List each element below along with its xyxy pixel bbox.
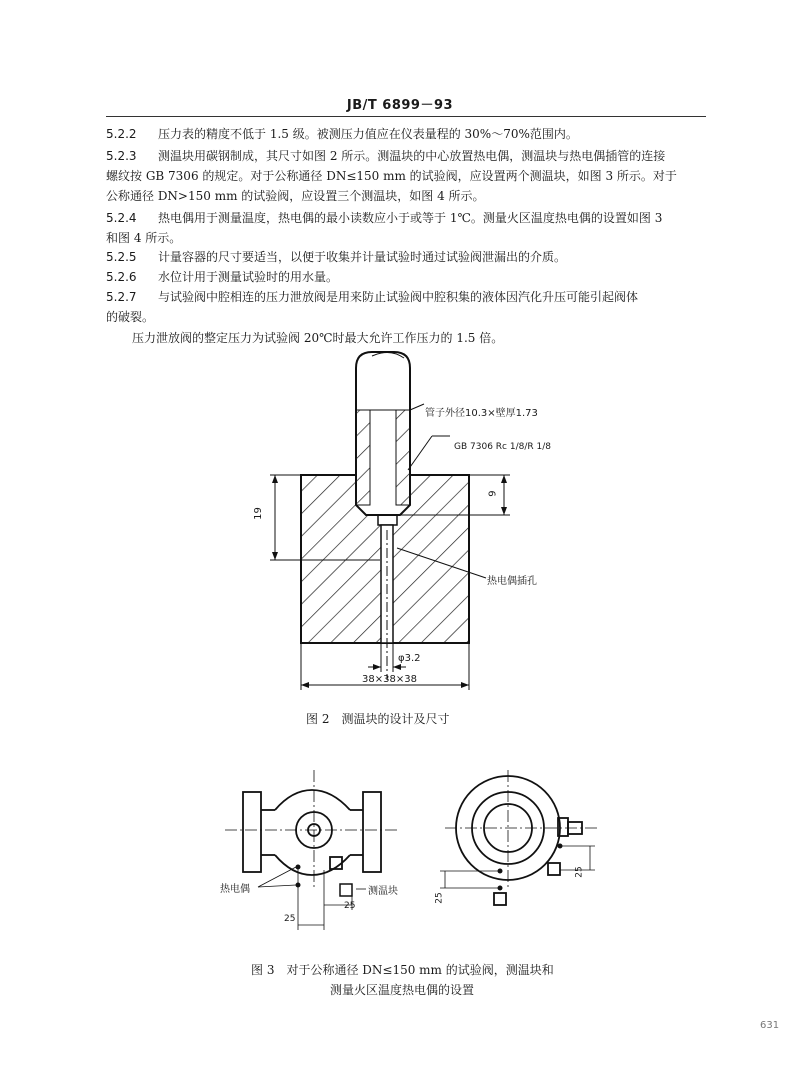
- clause-number: 5.2.3: [106, 149, 137, 163]
- clause-text: 螺纹按 GB 7306 的规定。对于公称通径 DN≤150 mm 的试验阀，应设置两个测温块，如图 3 所示。对于: [106, 169, 677, 183]
- clause-text: 与试验阀中腔相连的压力泄放阀是用来防止试验阀中腔积集的液体因汽化升压可能引起阀体: [158, 290, 639, 304]
- label-thermocouple: 热电偶: [220, 884, 250, 895]
- clause-number: 5.2.2: [106, 127, 137, 141]
- clause-text: 公称通径 DN>150 mm 的试验阀，应设置三个测温块，如图 4 所示。: [106, 189, 485, 203]
- clause-text: 压力表的精度不低于 1.5 级。被测压力值应在仪表量程的 30%～70%范围内。: [158, 127, 578, 141]
- clause-text: 计量容器的尺寸要适当，以便于收集并计量试验时通过试验阀泄漏出的介质。: [158, 250, 567, 264]
- label-temperature-block: 测温块: [368, 886, 398, 897]
- page-header: JB/T 6899－93: [346, 98, 454, 113]
- dimension-block-size: 38×38×38: [362, 674, 417, 685]
- dimension-25-horizontal-right: 25: [344, 901, 356, 911]
- page-number: 631: [760, 1020, 780, 1031]
- clause-text: 和图 4 所示。: [106, 231, 182, 245]
- valve-side-view: [243, 790, 381, 875]
- dimension-25-horizontal-left: 25: [284, 914, 296, 924]
- clause-text: 的破裂。: [106, 310, 155, 324]
- clause-text: 水位计用于测量试验时的用水量。: [158, 270, 339, 284]
- dimension-25-vertical-right: 25: [574, 866, 585, 878]
- figure-2-caption: 图 2 测温块的设计及尺寸: [306, 712, 450, 726]
- dimension-25-vertical-left: 25: [434, 892, 445, 904]
- clause-number: 5.2.6: [106, 270, 137, 284]
- clause-text: 测温块用碳钢制成，其尺寸如图 2 所示。测温块的中心放置热电偶，测温块与热电偶插管的连接: [158, 149, 666, 163]
- label-pipe-size: 管子外径10.3×壁厚1.73: [425, 408, 538, 419]
- clause-number: 5.2.5: [106, 250, 137, 264]
- clause-number: 5.2.7: [106, 290, 137, 304]
- figure-3-caption-line-2: 测量火区温度热电偶的设置: [330, 983, 475, 997]
- relief-valve-note: 压力泄放阀的整定压力为试验阀 20℃时最大允许工作压力的 1.5 倍。: [132, 331, 504, 345]
- figure-3-caption-line-1: 图 3 对于公称通径 DN≤150 mm 的试验阀，测温块和: [251, 963, 554, 977]
- clause-number: 5.2.4: [106, 211, 137, 225]
- label-thread-spec: GB 7306 Rc 1/8/R 1/8: [454, 442, 551, 452]
- clause-text: 热电偶用于测量温度，热电偶的最小读数应小于或等于 1℃。测量火区温度热电偶的设置如图 3: [158, 211, 663, 225]
- dimension-diameter: φ3.2: [398, 653, 421, 664]
- label-thermocouple-hole: 热电偶插孔: [487, 576, 537, 587]
- valve-end-view: [456, 776, 582, 905]
- dimension-9: 9: [487, 490, 499, 497]
- dimension-19: 19: [252, 507, 264, 520]
